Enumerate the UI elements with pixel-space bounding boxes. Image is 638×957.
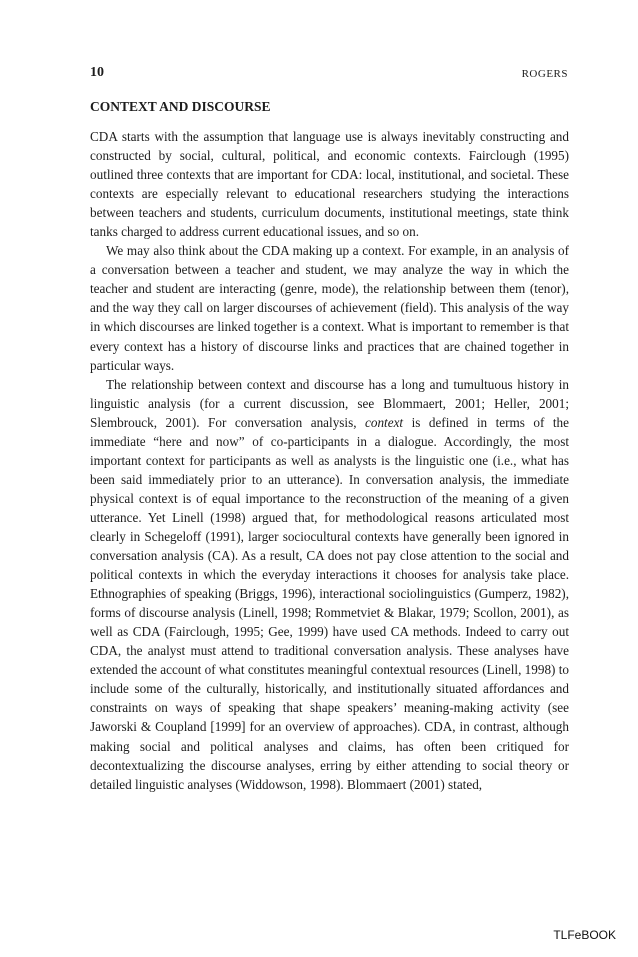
body-text [90, 127, 569, 794]
page-number: 10 [90, 65, 104, 80]
section-heading: CONTEXT AND DISCOURSE [90, 99, 271, 114]
paragraph-3 [90, 375, 569, 794]
paragraph-3-text-before: The relationship between context and discourse has a long and tumultuous history in linguistic analysis (for a current discussion, see Blommaert, 2001; Heller, 2001; Slembrouck, 2001). For conversation analysis, [90, 376, 569, 430]
emphasis-context: context [365, 414, 404, 430]
paragraph-3-text-after: is defined in terms of the immediate “here and now” of co-participants in a dialogue. Accordingly, the most important context for participants as well as analysts is the linguistic one (i.e., what has been said immediately prior to an utterance). In conversation analysis, the immediate physical context is of equal importance to the reconstruction of the meaning of a given utterance. Yet Linell (1998) argued that, for methodological reasons articulated most clearly in Schegeloff (1991), larger sociocultural contexts have generally been ignored in conversation analysis (CA). As a result, CA does not pay close attention to the social and political contexts in which the everyday interactions it chooses for analysis take place. Ethnographies of speaking (Briggs, 1996), interactional sociolinguistics (Gumperz, 1982), forms of discourse analysis (Linell, 1998; Rommetviet & Blakar, 1979; Scollon, 2001), as well as CDA (Fairclough, 1995; Gee, 1999) have used CA methods. Indeed to carry out CDA, the analyst must attend to traditional conversation analysis. These analyses have extended the account of what constitutes meaningful contextual resources (Linell, 1998) to include some of the culturally, historically, and institutionally situated affordances and constraints on ways of speaking that shape speakers’ meaning-making activity (see Jaworski & Coupland [1999] for an overview of approaches). CDA, in contrast, although making social and political analyses and claims, has often been critiqued for decontextualizing the discourse analyses, erring by either attending to social theory or detailed linguistic analyses (Widdowson, 1998). Blommaert (2001) stated, [90, 414, 569, 792]
watermark-logo: TLFeBOOK [553, 928, 616, 942]
running-head: ROGERS [521, 68, 568, 80]
paragraph-1: CDA starts with the assumption that language use is always inevitably constructing and constructed by social, cultural, political, and economic contexts. Fairclough (1995) outlined three contexts that are important for CDA: local, institutional, and societal. These contexts are especially relevant to educational researchers studying the interactions between teachers and students, curriculum documents, institutional meetings, state think tanks charged to address current educational issues, and so on. [90, 129, 569, 240]
paragraph-2: We may also think about the CDA making up a context. For example, in an analysis of a conversation between a teacher and student, we may analyze the way in which the teacher and student are interacting (genre, mode), the relationship between them (tenor), and the way they call on larger discourses of achievement (field). This analysis of the way in which discourses are linked together is a context. What is important to remember is that every context has a history of discourse links and practices that are chained together in particular ways. [90, 243, 569, 373]
